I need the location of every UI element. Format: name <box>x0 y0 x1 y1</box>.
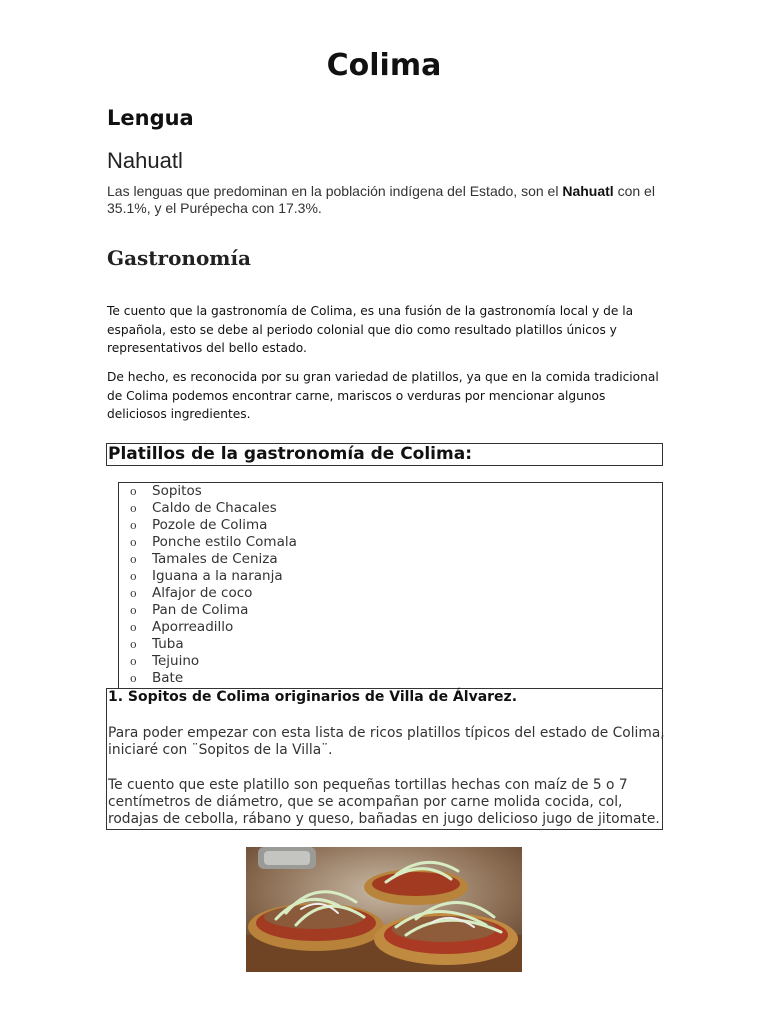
dish-name: Alfajor de coco <box>152 585 253 601</box>
bullet-icon: o <box>130 519 137 532</box>
sopitos-heading: 1. Sopitos de Colima originarios de Villa de Álvarez. <box>108 689 518 705</box>
dish-name: Bate <box>152 670 184 686</box>
sopitos-section-box <box>106 688 663 830</box>
lengua-text-before: Las lenguas que predominan en la población indígena del Estado, son el <box>107 183 563 199</box>
platillos-list-box <box>118 482 663 688</box>
dish-name: Ponche estilo Comala <box>152 534 297 550</box>
dish-list-item <box>119 517 662 534</box>
section-heading-gastronomia: Gastronomía <box>107 246 252 270</box>
dish-name: Sopitos <box>152 483 202 499</box>
bullet-icon: o <box>130 570 137 583</box>
bullet-icon: o <box>130 587 137 600</box>
dish-name: Pan de Colima <box>152 602 249 618</box>
sopitos-photo <box>246 847 522 972</box>
dish-list-item <box>119 636 662 653</box>
dish-list-item <box>119 670 662 687</box>
language-name: Nahuatl <box>107 148 183 173</box>
dish-name: Iguana a la naranja <box>152 568 283 584</box>
dish-list-item <box>119 619 662 636</box>
lengua-text-after: con el 35.1%, y el Purépecha con 17.3%. <box>107 183 655 216</box>
section-heading-lengua: Lengua <box>107 106 194 130</box>
document-title: Colima <box>326 48 442 83</box>
dish-list <box>119 483 662 687</box>
sopitos-paragraph-1: Para poder empezar con esta lista de ricos platillos típicos del estado de Colima, iniciaré con ¨Sopitos de la Villa¨. <box>108 725 665 758</box>
dish-name: Tamales de Ceniza <box>152 551 278 567</box>
dish-name: Tuba <box>152 636 184 652</box>
dish-list-item <box>119 602 662 619</box>
dish-list-item <box>119 585 662 602</box>
platillos-heading-box <box>106 443 663 466</box>
bullet-icon: o <box>130 604 137 617</box>
bullet-icon: o <box>130 553 137 566</box>
bullet-icon: o <box>130 621 137 634</box>
bullet-icon: o <box>130 638 137 651</box>
dish-list-item <box>119 653 662 670</box>
dish-name: Tejuino <box>152 653 200 669</box>
bullet-icon: o <box>130 485 137 498</box>
gastronomia-paragraph-2: De hecho, es reconocida por su gran variedad de platillos, ya que en la comida tradicional de Colima podemos encontrar carne, mariscos o verduras por mencionar algunos deliciosos ingredientes. <box>107 370 659 421</box>
dish-name: Pozole de Colima <box>152 517 268 533</box>
bullet-icon: o <box>130 536 137 549</box>
gastronomia-paragraph-1: Te cuento que la gastronomía de Colima, es una fusión de la gastronomía local y de la española, esto se debe al periodo colonial que dio como resultado platillos únicos y representativos del bello estado. <box>107 304 634 355</box>
lengua-paragraph <box>107 183 667 217</box>
lengua-text-bold: Nahuatl <box>562 183 614 199</box>
dish-list-item <box>119 534 662 551</box>
dish-list-item <box>119 483 662 500</box>
bullet-icon: o <box>130 655 137 668</box>
dish-list-item <box>119 568 662 585</box>
dish-name: Aporreadillo <box>152 619 234 635</box>
dish-name: Caldo de Chacales <box>152 500 277 516</box>
bullet-icon: o <box>130 672 137 685</box>
sopitos-paragraph-2: Te cuento que este platillo son pequeñas tortillas hechas con maíz de 5 o 7 centímetros de diámetro, que se acompañan por carne molida cocida, col, rodajas de cebolla, rábano y queso, bañadas en jugo delicioso jugo de jitomate. <box>108 777 660 827</box>
platillos-heading: Platillos de la gastronomía de Colima: <box>108 444 472 464</box>
dish-list-item <box>119 551 662 568</box>
bullet-icon: o <box>130 502 137 515</box>
dish-list-item <box>119 500 662 517</box>
